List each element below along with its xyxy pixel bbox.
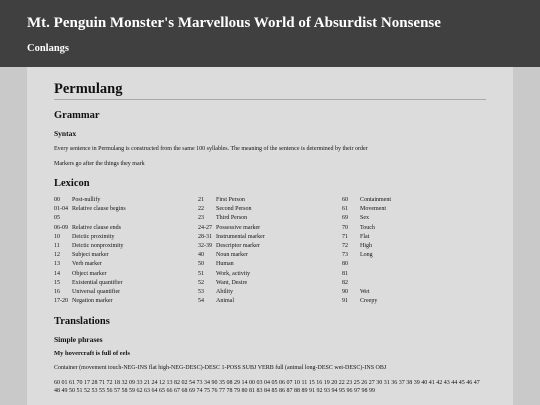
lexicon-gloss: Universal quantifier <box>72 289 121 296</box>
lexicon-entry <box>198 224 342 233</box>
lexicon-gloss: Creepy <box>360 298 378 305</box>
lexicon-code: 32-39 <box>198 243 212 250</box>
lexicon-gloss: Post-nullify <box>72 197 101 203</box>
lexicon-entry <box>342 205 486 214</box>
lexicon-entry <box>198 279 342 288</box>
phrase-title: My hovercraft is full of eels <box>54 350 130 358</box>
lexicon-entry <box>342 288 486 297</box>
lexicon-entry <box>342 196 486 205</box>
lexicon-entry <box>342 233 486 242</box>
grammar-heading: Grammar <box>54 110 100 121</box>
syntax-paragraph-2: Markers go after the things they mark <box>54 161 145 167</box>
lexicon-code: 10 <box>54 233 60 240</box>
lexicon-code: 05 <box>54 215 60 222</box>
lexicon-code: 60 <box>342 197 348 203</box>
lexicon-entry <box>198 270 342 279</box>
lexicon-code: 01-04 <box>54 206 68 213</box>
lexicon-code: 11 <box>54 243 60 250</box>
lexicon-gloss: Wet <box>360 289 370 296</box>
lexicon-gloss: Human <box>216 261 234 268</box>
lexicon-gloss: Containment <box>360 197 391 203</box>
lexicon-gloss: Possessive marker <box>216 224 261 231</box>
lexicon-code: 50 <box>198 261 204 268</box>
lexicon-gloss: Third Person <box>216 215 248 222</box>
lexicon-gloss: Sex <box>360 215 369 222</box>
syntax-heading: Syntax <box>54 129 77 138</box>
lexicon-entry <box>54 260 198 269</box>
lexicon-entry <box>342 251 486 260</box>
lexicon-entry <box>342 214 486 223</box>
lexicon-gloss: Touch <box>360 224 375 231</box>
lexicon-code: 23 <box>198 215 204 222</box>
lexicon-entry <box>54 224 198 233</box>
lexicon-entry <box>54 251 198 260</box>
main-content <box>27 67 513 405</box>
lexicon-entry <box>342 224 486 233</box>
lexicon-entry <box>198 297 342 306</box>
lexicon-gloss: Deictic nonproximity <box>72 243 124 250</box>
lexicon-code: 16 <box>54 289 60 296</box>
lexicon-entry <box>342 279 486 288</box>
syntax-paragraph-1: Every sentence in Permulang is constructed from the same 100 syllables. The meaning of the sentence is determined by their order <box>54 146 368 152</box>
lexicon-code: 24-27 <box>198 224 212 231</box>
lexicon-gloss: Object marker <box>72 270 107 277</box>
lexicon-code: 71 <box>342 233 348 240</box>
lexicon-code: 14 <box>54 270 60 277</box>
lexicon-entry <box>54 196 198 205</box>
lexicon-gloss: Existential quantifier <box>72 279 123 286</box>
lexicon-code: 17-20 <box>54 298 68 305</box>
lexicon-gloss: Animal <box>216 298 234 305</box>
lexicon-gloss: Movement <box>360 206 386 213</box>
lexicon-entry <box>54 214 198 223</box>
translations-heading: Translations <box>54 316 110 328</box>
lexicon-code: 15 <box>54 279 60 286</box>
lexicon-column-2 <box>198 196 342 306</box>
lexicon-code: 61 <box>342 206 348 213</box>
section-link-conlangs[interactable]: Conlangs <box>27 43 70 54</box>
lexicon-entry <box>342 242 486 251</box>
lexicon-entry <box>54 288 198 297</box>
lexicon-entry <box>54 279 198 288</box>
page-title: Permulang <box>54 81 486 100</box>
lexicon-gloss: First Person <box>216 197 245 203</box>
lexicon-gloss: Relative clause ends <box>72 224 121 231</box>
lexicon-gloss: Flat <box>360 233 370 240</box>
lexicon-entry <box>198 196 342 205</box>
lexicon-gloss: Negation marker <box>72 298 113 305</box>
lexicon-entry <box>54 297 198 306</box>
lexicon-entry <box>342 260 486 269</box>
lexicon-code: 72 <box>342 243 348 250</box>
lexicon-code: 21 <box>198 197 204 203</box>
lexicon-entry <box>54 270 198 279</box>
lexicon-gloss: Want, Desire <box>216 279 248 286</box>
lexicon-code: 81 <box>342 270 348 277</box>
phrase-gloss: Container (movement touch-NEG-INS flat high-NEG-DESC)-DESC 1-POSS SUBJ VERB full (animal long-DESC wet-DESC)-INS OBJ <box>54 365 387 372</box>
lexicon-heading: Lexicon <box>54 178 90 189</box>
lexicon-code: 53 <box>198 289 204 296</box>
lexicon-gloss: Deictic proximity <box>72 233 115 240</box>
lexicon-gloss: Instrumental marker <box>216 233 265 240</box>
lexicon-code: 40 <box>198 252 204 259</box>
lexicon-gloss: Work, activity <box>216 270 251 277</box>
lexicon-gloss: Noun marker <box>216 252 248 259</box>
lexicon-code: 52 <box>198 279 204 286</box>
lexicon-entry <box>198 233 342 242</box>
lexicon-code: 82 <box>342 279 348 286</box>
lexicon-code: 91 <box>342 298 348 305</box>
lexicon-code: 12 <box>54 252 60 259</box>
page-background <box>0 67 540 405</box>
lexicon-code: 54 <box>198 298 204 305</box>
simple-phrases-heading: Simple phrases <box>54 335 103 345</box>
lexicon-code: 13 <box>54 261 60 268</box>
lexicon-gloss: Verb marker <box>72 261 102 268</box>
lexicon-code: 73 <box>342 252 348 259</box>
lexicon-entry <box>198 242 342 251</box>
lexicon-code: 22 <box>198 206 204 213</box>
lexicon-gloss: Subject marker <box>72 252 109 259</box>
lexicon-code: 90 <box>342 289 348 296</box>
lexicon-column-3 <box>342 196 486 306</box>
lexicon-gloss: Relative clause begins <box>72 206 126 213</box>
lexicon-entry <box>342 270 486 279</box>
lexicon-code: 06-09 <box>54 224 68 231</box>
lexicon-code: 69 <box>342 215 348 222</box>
lexicon-entry <box>54 233 198 242</box>
lexicon-entry <box>342 297 486 306</box>
lexicon-entry <box>198 214 342 223</box>
lexicon-table <box>54 196 486 306</box>
lexicon-gloss: Long <box>360 252 373 259</box>
lexicon-gloss: Second Person <box>216 206 252 213</box>
site-header <box>0 0 540 67</box>
lexicon-column-1 <box>54 196 198 306</box>
lexicon-code: 70 <box>342 224 348 231</box>
lexicon-gloss: Ability <box>216 289 234 296</box>
lexicon-code: 28-31 <box>198 233 212 240</box>
lexicon-code: 80 <box>342 261 348 268</box>
lexicon-code: 51 <box>198 270 204 277</box>
lexicon-entry <box>198 260 342 269</box>
site-title[interactable]: Mt. Penguin Monster's Marvellous World of Absurdist Nonsense <box>27 15 441 31</box>
lexicon-gloss: Descriptor marker <box>216 243 260 250</box>
phrase-syllables: 60 01 61 70 17 28 71 72 18 32 09 33 21 24 12 13 82 02 54 73 34 90 35 08 29 14 00 03 04 05 06 07 10 11 15 16 19 20 22 23 25 26 27 30 31 36 37 38 39 40 41 42 43 44 45 46 47 48 49 50 51 52 53 55 56 57 58 59 62 63 64 65 66 67 68 69 74 75 76 77 78 79 80 81 83 84 85 86 87 88 89 91 92 93 94 95 96 97 98 99 <box>54 380 480 395</box>
lexicon-entry <box>198 288 342 297</box>
lexicon-entry <box>198 205 342 214</box>
lexicon-entry <box>198 251 342 260</box>
lexicon-entry <box>54 205 198 214</box>
lexicon-gloss: High <box>360 243 372 250</box>
lexicon-code: 00 <box>54 197 60 203</box>
lexicon-entry <box>54 242 198 251</box>
